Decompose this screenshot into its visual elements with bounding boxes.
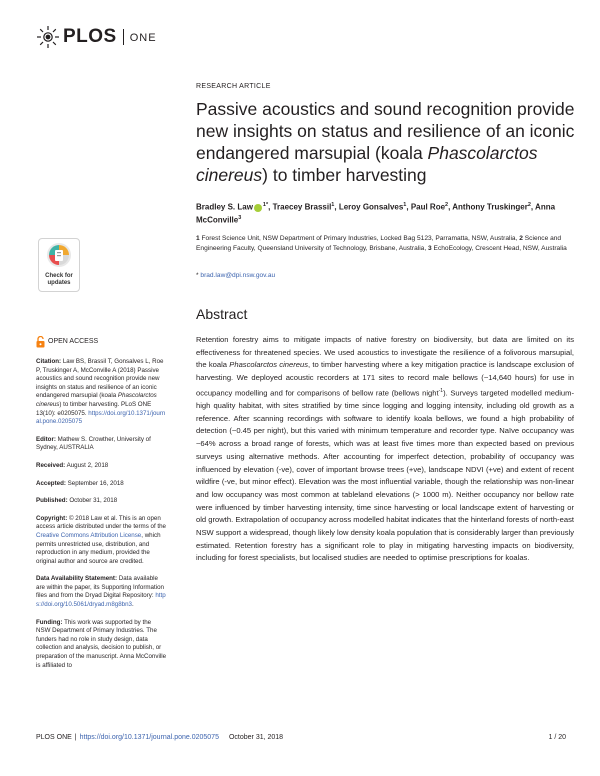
- copyright-block: [36, 515, 166, 567]
- published-label: Published:: [36, 497, 68, 505]
- received-label: Received:: [36, 461, 66, 469]
- citation-block: [36, 358, 166, 427]
- author-name[interactable]: Traecey Brassil: [272, 202, 332, 212]
- author-affiliation-marker: 2: [527, 202, 531, 208]
- abstract-species-name: Phascolarctos cinereus: [229, 360, 308, 370]
- accepted-block: [36, 480, 166, 489]
- editor-label: Editor:: [36, 435, 56, 443]
- email-link[interactable]: brad.law@dpi.nsw.gov.au: [200, 272, 276, 279]
- citation-text-2: ) to timber harvesting. PLoS ONE 13(10): e0205075.: [36, 400, 152, 417]
- article-info-sidebar: [36, 336, 166, 679]
- funding-label: Funding:: [36, 618, 63, 626]
- citation-species-name: Phascolarctos cinereus: [36, 392, 157, 408]
- logo-divider: [123, 29, 124, 45]
- author-name[interactable]: Paul Roe: [410, 202, 446, 212]
- author-affiliation-marker: 3: [238, 214, 242, 221]
- funding-block: [36, 619, 166, 671]
- affiliation-text: Forest Science Unit, NSW Department of Primary Industries, Locked Bag 5123, Parramatta, NSW, Australia,: [201, 235, 518, 242]
- author-affiliation-marker: 1: [403, 202, 407, 208]
- one-wordmark: ONE: [129, 32, 157, 44]
- received-date: August 2, 2018: [65, 461, 109, 469]
- footer-separator: |: [74, 734, 77, 741]
- page-footer: [36, 734, 566, 744]
- article-type: RESEARCH ARTICLE: [196, 83, 271, 90]
- plos-one-logo[interactable]: [36, 25, 157, 49]
- author-affiliation-marker: 1: [331, 202, 335, 208]
- funding-text: This work was supported by the NSW Department of Primary Industries. The funders had no role in study design, data collection and analysis, decision to publish, or preparation of the manuscript. Anna McConville is affiliated to: [36, 618, 167, 669]
- affiliation-text: Science and Engineering Faculty, Queensland University of Technology, Brisbane, Australia,: [196, 235, 562, 252]
- author-affiliation-marker: 1*: [262, 202, 269, 208]
- abstract-text-3: ). Surveys targeted modelled medium-high quality habitat, with sites stratified by time since logging and logging intensity, including old growth as a reference. After scanning recordings with software to identify koala bellows, we found a high probability of detection (~0.45 per night), but this varied with minimum temperature and recorder type. Naïve occupancy was ~64% across a broad range of forests, which was at least five times more than expected based on previous surveys using alternative methods. After accounting for imperfect detection, probability of occupancy was influenced by elevation (-ve), cover of important browse trees (+ve), landscape NDVI (+ve) and extent of recent wildfire (-ve, but minor effect). Elevation was the most influential variable, though the relationship was non-linear and low occupancy was most common at tableland elevations (> 1000 m). Neither occupancy nor bellow rate were influenced by timber harvesting intensity, time since harvesting or local landscape extent of harvesting or old growth. Extrapolation of occupancy across modelled habitat indicates that the hinterland forests of north-east NSW support a widespread, though likely low density koala population that is considerably larger than previously estimated. Retention forestry has a significant role to play in mitigating harvesting impacts on biodiversity, including for forest specialists, but localised studies are needed to optimise prescriptions for koalas.: [196, 388, 574, 563]
- corresponding-email: [196, 272, 275, 279]
- page-number: 1 / 20: [548, 734, 566, 741]
- affiliation-number: 2: [519, 235, 523, 242]
- author-name[interactable]: Anthony Truskinger: [452, 202, 528, 212]
- author-name[interactable]: Bradley S. Law: [196, 202, 253, 212]
- abstract-superscript: -1: [438, 387, 444, 394]
- copyright-text-1: © 2018 Law et al. This is an open access article distributed under the terms of the: [36, 514, 167, 531]
- copyright-label: Copyright:: [36, 514, 68, 522]
- footer-journal: PLOS ONE: [36, 734, 72, 741]
- accepted-date: September 16, 2018: [65, 479, 124, 487]
- plos-wordmark: PLOS: [63, 26, 117, 47]
- abstract-body: [196, 334, 574, 565]
- affiliation-number: 3: [428, 244, 432, 252]
- published-date: October 31, 2018: [67, 497, 118, 505]
- orcid-icon[interactable]: [254, 204, 262, 212]
- open-access-label: OPEN ACCESS: [48, 337, 99, 345]
- check-updates-icon: [46, 242, 72, 268]
- title-text-1: Passive acoustics and sound recognition provide new insights on status and resilience of an iconic endangered marsupial (koala: [196, 99, 575, 163]
- dryad-doi-link[interactable]: https://doi.org/10.5061/dryad.m8g8bn3: [36, 592, 166, 609]
- check-for-updates-badge[interactable]: [38, 238, 80, 292]
- open-lock-icon: [36, 336, 45, 348]
- accepted-label: Accepted:: [36, 479, 66, 487]
- affiliations: [196, 234, 571, 253]
- footer-date: October 31, 2018: [228, 734, 284, 741]
- abstract-text-1: Retention forestry aims to mitigate impacts of native forestry on biodiversity, but data are limited on its effectiveness for threatened species. We used acoustics to investigate the resilience of a folivorous marsupial, the koala: [196, 335, 574, 370]
- data-availability-text-1: Data available are within the paper, its Supporting Information files and from the Dryad Digital Repository:: [36, 575, 164, 600]
- title-text-2: ) to timber harvesting: [262, 165, 427, 185]
- citation-label: Citation:: [36, 358, 62, 365]
- editor-block: [36, 436, 166, 453]
- author-name[interactable]: Leroy Gonsalves: [338, 202, 404, 212]
- abstract-text-2: , to timber harvesting where a key mitigation practice is landscape exclusion of harvesting. We deployed acoustic recorders at 171 sites to record male bellows (~14,640 hours) for use in occupancy modelling and for comparisons of bellow rate (bellows night: [196, 360, 574, 398]
- data-availability-label: Data Availability Statement:: [36, 575, 118, 583]
- author-name[interactable]: Anna McConville: [196, 202, 556, 225]
- footer-doi-link[interactable]: https://doi.org/10.1371/journal.pone.0205075: [79, 734, 219, 741]
- received-block: [36, 462, 166, 471]
- cc-license-link[interactable]: Creative Commons Attribution License: [36, 531, 142, 539]
- author-affiliation-marker: 2: [445, 202, 449, 208]
- citation-doi-link[interactable]: https://doi.org/10.1371/journal.pone.0205075: [36, 409, 166, 426]
- email-prefix: *: [196, 272, 201, 279]
- author-list: Bradley S. Law $^{1*}$, Traecey Brassil$^1$, Leroy Gonsalves$^1$, Paul Roe$^2$, Anthony Truskinger$^2$, Anna McConville$^3$: [196, 202, 556, 225]
- data-availability-block: [36, 575, 166, 609]
- editor-text: Mathew S. Crowther, University of Sydney, AUSTRALIA: [36, 435, 151, 452]
- copyright-text-2: , which permits unrestricted use, distribution, and reproduction in any medium, provided the original author and source are credited.: [36, 531, 161, 565]
- published-block: [36, 497, 166, 506]
- affiliation-text: EchoEcology, Crescent Head, NSW, Australia: [433, 244, 567, 252]
- plos-sunburst-icon: [36, 25, 60, 49]
- title-species-name: Phascolarctos cinereus: [196, 143, 538, 185]
- open-access-banner: [36, 336, 166, 348]
- citation-text-1: Law BS, Brassil T, Gonsalves L, Roe P, Truskinger A, McConville A (2018) Passive acoustics and sound recognition provide new insights on status and resilience of an iconic endangered marsupial (koala: [36, 358, 164, 400]
- check-updates-line2: updates: [47, 280, 71, 286]
- affiliation-number: 1: [196, 235, 200, 242]
- check-updates-line1: Check for: [45, 273, 73, 279]
- data-availability-text-2: .: [131, 601, 134, 609]
- abstract-heading: Abstract: [196, 306, 248, 322]
- article-title: [196, 98, 576, 186]
